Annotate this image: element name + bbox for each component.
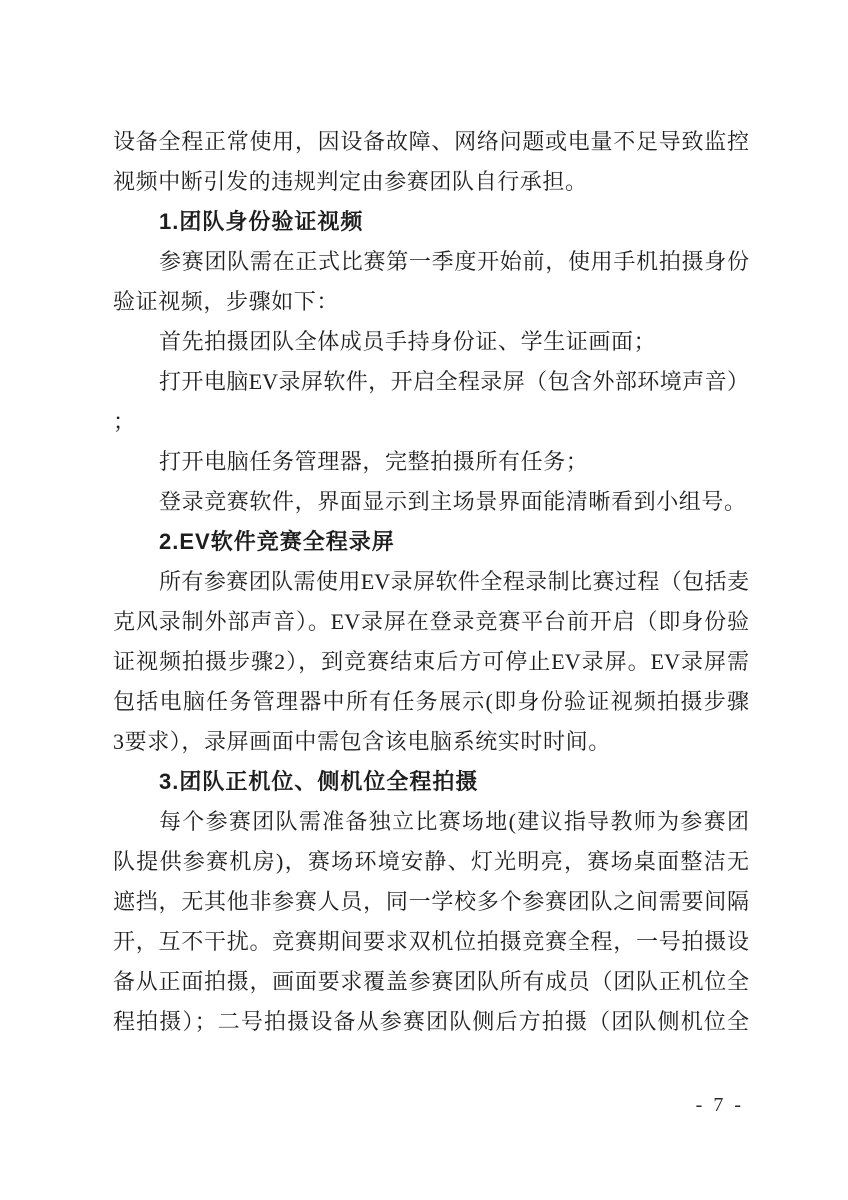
text-line: 设备全程正常使用，因设备故障、网络问题或电量不足导致监控 — [113, 129, 749, 154]
text-line: 开，互不干扰。竞赛期间要求双机位拍摄竞赛全程，一号拍摄设 — [113, 929, 749, 954]
text-line: 验证视频，步骤如下： — [113, 289, 340, 314]
text-line: 登录竞赛软件，界面显示到主场景界面能清晰看到小组号。 — [159, 489, 747, 514]
text-line: 视频中断引发的违规判定由参赛团队自行承担。 — [113, 169, 588, 194]
text-line: 所有参赛团队需使用EV录屏软件全程录制比赛过程（包括麦 — [159, 569, 749, 594]
text-line: 克风录制外部声音）。EV录屏在登录竞赛平台前开启（即身份验 — [113, 609, 749, 634]
text-line: 打开电脑任务管理器，完整拍摄所有任务； — [159, 449, 589, 474]
text-line: 包括电脑任务管理器中所有任务展示(即身份验证视频拍摄步骤 — [113, 689, 749, 714]
text-line: 参赛团队需在正式比赛第一季度开始前，使用手机拍摄身份 — [159, 249, 749, 274]
text-line: 证视频拍摄步骤2），到竞赛结束后方可停止EV录屏。EV录屏需 — [113, 649, 749, 674]
text-line: 首先拍摄团队全体成员手持身份证、学生证画面； — [159, 329, 657, 354]
section-heading: 2.EV软件竞赛全程录屏 — [159, 529, 395, 554]
text-line: 3要求），录屏画面中需包含该电脑系统实时时间。 — [113, 729, 611, 754]
text-line: ； — [113, 409, 136, 434]
text-line: 遮挡，无其他非参赛人员，同一学校多个参赛团队之间需要间隔 — [113, 889, 749, 914]
page-number: - 7 - — [695, 1094, 744, 1116]
text-line: 程拍摄）；二号拍摄设备从参赛团队侧后方拍摄（团队侧机位全 — [113, 1009, 749, 1034]
text-line: 打开电脑EV录屏软件，开启全程录屏（包含外部环境声音） — [159, 369, 749, 394]
section-heading: 3.团队正机位、侧机位全程拍摄 — [159, 769, 479, 794]
document-body — [113, 122, 749, 1042]
section-heading: 1.团队身份验证视频 — [159, 209, 364, 234]
text-line: 备从正面拍摄，画面要求覆盖参赛团队所有成员（团队正机位全 — [113, 969, 749, 994]
text-line: 队提供参赛机房)，赛场环境安静、灯光明亮，赛场桌面整洁无 — [113, 849, 749, 874]
text-line: 每个参赛团队需准备独立比赛场地(建议指导教师为参赛团 — [159, 809, 749, 834]
